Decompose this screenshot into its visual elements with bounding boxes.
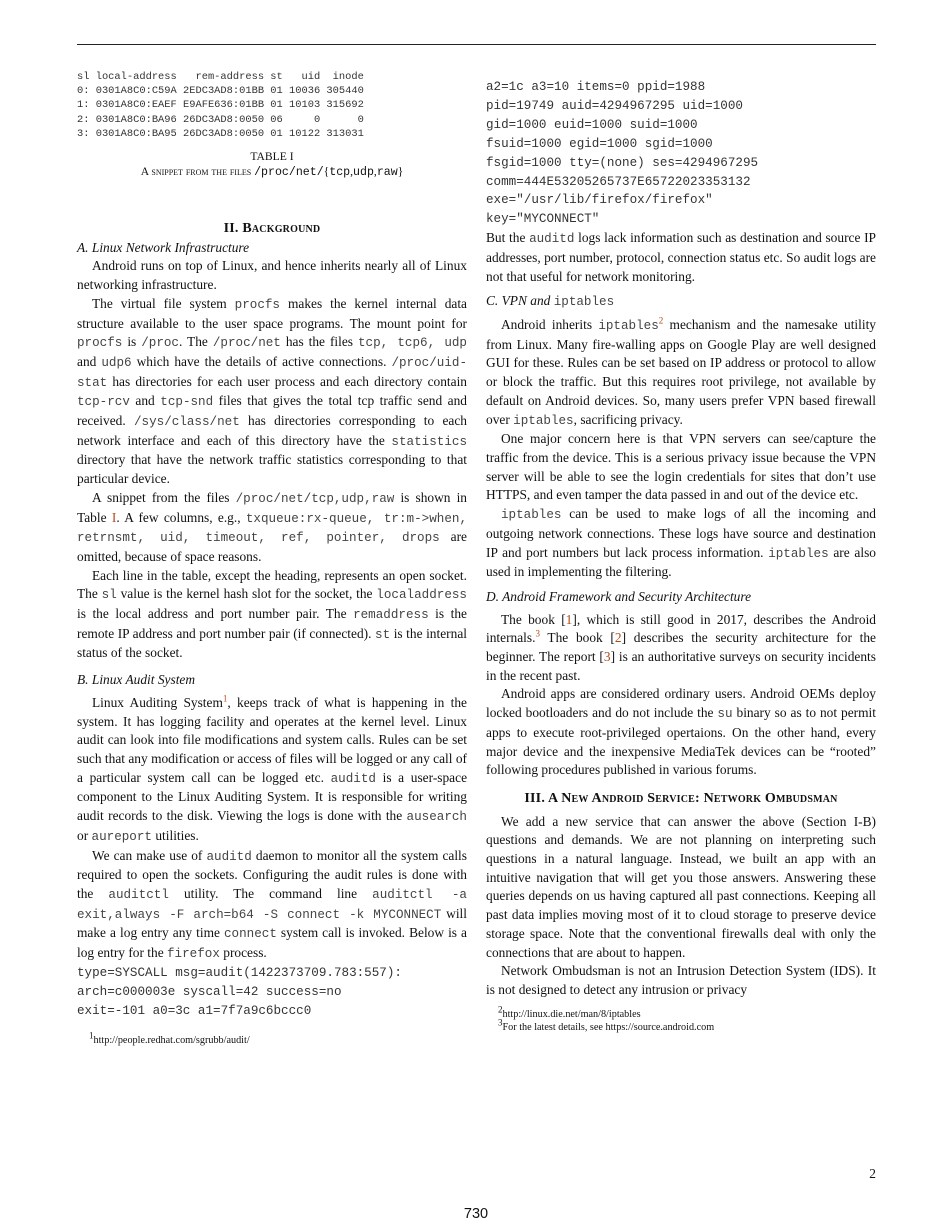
paragraph: Android inherits iptables$^2$ mechanism and the namesake utility from Linux. Many fire-walling apps on Google Play are well designed GUI for these. Rules can be set based on IP address or protocol to allow or block the traffic. But this requires root privilege, not available by default on Android devices. So, many users prefer VPN based firewall over iptables, sacrificing privacy. (486, 315, 876, 428)
paragraph: Android apps are considered ordinary users. Android OEMs deploy locked bootloaders and do not include the su binary so as to not permit apps to execute root-privileged opertaions. On the other hand, every major device and the inexpensive MediaTek devices can be “rooted” following procedures published in various forums. (486, 686, 876, 778)
table-row: 3: 0301A8C0:BA95 26DC3AD8:0050 01 10122 313031 (77, 127, 364, 140)
subsection-d-title: D. Android Framework and Security Architecture (486, 588, 752, 604)
left-column (77, 70, 467, 1047)
table-ref-link[interactable]: I (111, 509, 117, 525)
page-number: 2 (869, 1166, 876, 1181)
paragraph: We add a new service that can answer the above (Section I-B) questions and demands. We are not planning on interpreting such questions in a natural language. Instead, we built an app with an intuitive navigation that will get you those answers. Answering these queries depends on us having captured all past connections. Keeping all past data implies moving most of it to cloud storage to preserve device storage space. Note that the conventional firewalls deal with only the connections that are about to happen. (486, 813, 876, 960)
table-caption-comma: , (373, 165, 377, 179)
subsection-b-title: B. Linux Audit System (77, 672, 196, 688)
table-caption-comma: , (350, 165, 354, 179)
table-caption-brace: } (397, 165, 404, 179)
paragraph: A snippet from the files /proc/net/tcp,udp,raw is shown in Table I. A few columns, e.g., txqueue:rx-queue, tr:m->when, retrnsmt, uid, timeout, ref, pointer, drops are omitted, because of space reasons. (77, 489, 467, 564)
footnote-ref-link[interactable]: 2 (658, 315, 664, 326)
right-column (486, 78, 876, 1034)
subsection-a-title: A. Linux Network Infrastructure (77, 239, 250, 255)
paragraph: But the auditd logs lack information such as destination and source IP addresses, port number, protocol, connection status etc. So audit logs are not that useful for network monitoring. (486, 230, 876, 284)
paragraph: Linux Auditing System$^1$, keeps track of what is happening in the system. It has logging facility and operates at the kernel level. Linux audit can look into file modifications and system calls. Rules can be set such that any modification or access of files will be logged or any call of a particular system call can be logged etc. auditd is a user-space component to the Linux Auditing System. It is responsible for writing audit records to the disk. Viewing the logs is done with the ausearch or aureport utilities. (77, 693, 468, 844)
audit-log-left: type=SYSCALL msg=audit(1422373709.783:557): arch=c000003e syscall=42 success=no exit=-101 a0=3c a1=7f7a9c6bccc0 (77, 965, 402, 1018)
citation-link[interactable]: 1 (565, 611, 573, 627)
footnote-ref-link[interactable]: 3 (535, 628, 540, 639)
table-row: sl local-address rem-address st uid inode (77, 71, 364, 83)
table-caption-raw: raw (376, 166, 398, 180)
table-caption-tcp: tcp (329, 166, 351, 180)
paragraph: Network Ombudsman is not an Intrusion Detection System (IDS). It is not designed to detect any intrusion or privacy (486, 963, 876, 997)
paragraph: iptables can be used to make logs of all the incoming and outgoing network connections. These logs have source and destination IP and port numbers but lack process information. iptables are also used in implementing the filtering. (486, 506, 876, 580)
audit-log-right: a2=1c a3=10 items=0 ppid=1988 pid=19749 auid=4294967295 uid=1000 gid=1000 euid=1000 suid=1000 fsuid=1000 egid=1000 sgid=1000 fsgid=1000 tty=(none) ses=4294967295 comm=444E53205265737E65722023353132 exe="/usr/lib/firefox/firefox" key="MYCONNECT" (486, 80, 759, 227)
table-row: 2: 0301A8C0:BA96 26DC3AD8:0050 06 0 0 (77, 113, 364, 126)
footnote-1: $^1$http://people.redhat.com/sgrubb/audit/ (89, 1031, 250, 1047)
table-caption (77, 149, 467, 180)
bottom-page-number: 730 (463, 1206, 489, 1222)
section-3-heading: III. A New Android Service: Network Ombudsman (524, 790, 838, 806)
table-caption-label: TABLE I (250, 150, 294, 164)
paragraph: One major concern here is that VPN servers can see/capture the traffic from the device. This is a serious privacy issue because the VPN server will be able to see the login credentials for sites that don’t use HTTPS, and even tamper the data passed in and out of the device etc. (486, 431, 876, 503)
table-row: 0: 0301A8C0:C59A 2EDC3AD8:01BB 01 10036 305440 (77, 85, 364, 98)
paragraph: The book [1], which is still good in 2017, describes the Android internals.$^3$ The book [2] describes the security architecture for the beginner. The report [3] is an authoritative surveys on security incidents in the recent past. (486, 611, 876, 683)
table-caption-text: A snippet from the files (140, 165, 255, 179)
paragraph: We can make use of auditd daemon to monitor all the system calls required to open the sockets. Configuring the audit rules is done with the auditctl utility. The command line auditctl -a exit,always -F arch=b64 -S connect -k MYCONNECT will make a log entry any time connect system call is invoked. Below is a log entry for the firefox process. (77, 847, 467, 962)
footnote-2: $^2$http://linux.die.net/man/8/iptables (498, 1004, 641, 1020)
footnote-3: $^3$For the latest details, see https://source.android.com (498, 1017, 715, 1033)
header-rule (77, 44, 876, 45)
table-caption-path: /proc/net/ (254, 166, 324, 180)
paragraph: Android runs on top of Linux, and hence inherits nearly all of Linux networking infrastructure. (77, 258, 467, 293)
subsection-c-title: C. VPN and iptables (486, 293, 615, 310)
footnote-ref-link[interactable]: 1 (222, 693, 228, 704)
table-caption-brace: { (323, 165, 330, 179)
table-rows (77, 70, 467, 141)
paragraph: Each line in the table, except the heading, represents an open socket. The sl value is the kernel hash slot for the socket, the localaddress is the local address and port number pair. The remaddress is the remote IP address and port number pair (if connected). st is the internal status of the socket. (77, 567, 467, 661)
table-1 (77, 70, 467, 180)
paragraph: The virtual file system procfs makes the kernel internal data structure available to the user space programs. The mount point for procfs is /proc. The /proc/net has the files tcp, tcp6, udp and udp6 which have the details of active connections. /proc/uid-stat has directories for each user process and each directory contain tcp-rcv and tcp-snd files that gives the total tcp traffic send and received. /sys/class/net has directories corresponding to each network interface and each of this directory have the statistics directory that have the network traffic statistics corresponding to that particular device. (77, 295, 468, 487)
section-2-heading: II. Background (223, 221, 321, 237)
table-row: 1: 0301A8C0:EAEF E9AFE636:01BB 01 10103 315692 (77, 99, 364, 112)
table-caption-udp: udp (353, 166, 374, 180)
citation-link[interactable]: 3 (603, 649, 611, 665)
citation-link[interactable]: 2 (614, 630, 622, 646)
